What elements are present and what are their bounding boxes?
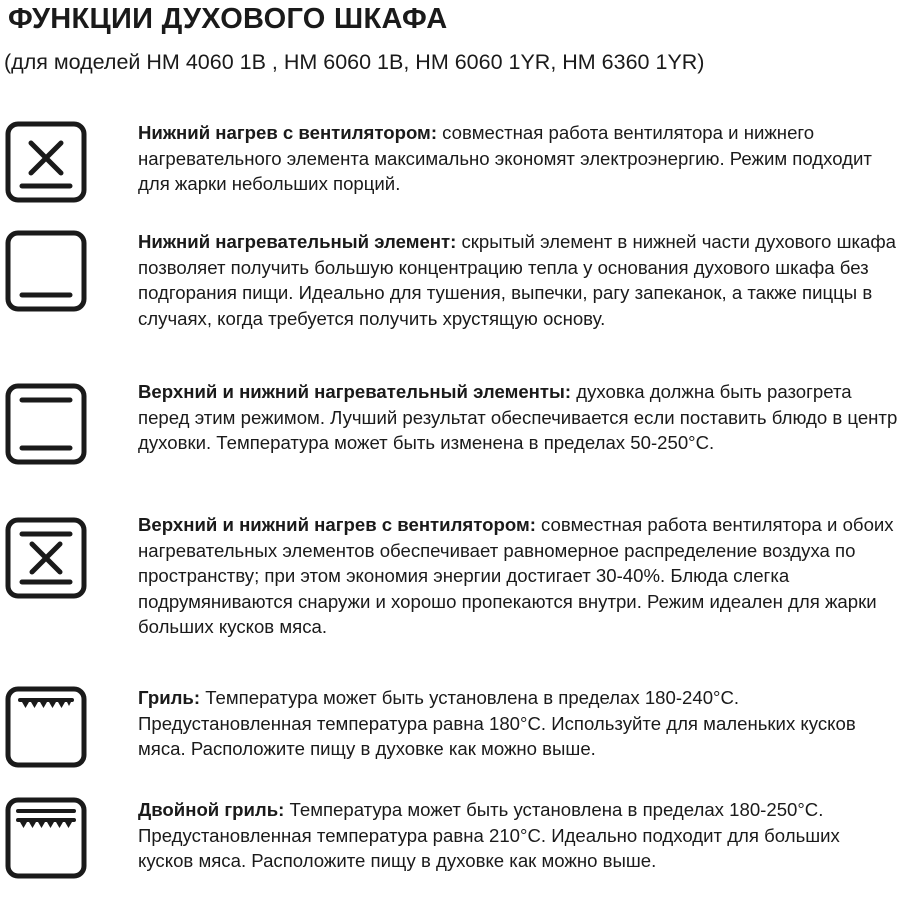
mode-name: Нижний нагревательный элемент: xyxy=(138,231,457,252)
double-grill-icon xyxy=(4,796,88,880)
bottom-heat-fan-icon xyxy=(4,120,88,204)
mode-name: Верхний и нижний нагревательный элементы: xyxy=(138,381,572,402)
mode-description xyxy=(138,512,898,640)
mode-name: Двойной гриль: xyxy=(138,799,285,820)
top-bottom-heat-icon xyxy=(4,382,88,466)
mode-name: Нижний нагрев с вентилятором: xyxy=(138,122,438,143)
mode-description xyxy=(138,229,898,331)
top-bottom-heat-fan-icon xyxy=(4,516,88,600)
mode-details: совместная работа вентилятора и обоих нагревательных элементов обеспечивает равномерное распределение воздуха по пространству; при этом экономия энергии достигает 30-40%. Блюда слегка подрумяниваются снаружи и хорошо пропекаются внутри. Режим идеален для жарки больших кусков мяса. xyxy=(138,514,894,637)
mode-description xyxy=(138,120,898,197)
page-subtitle: (для моделей HM 4060 1B , HM 6060 1B, HM 6060 1YR, HM 6360 1YR) xyxy=(4,50,705,74)
mode-name: Верхний и нижний нагрев с вентилятором: xyxy=(138,514,536,535)
mode-name: Гриль: xyxy=(138,687,201,708)
mode-description xyxy=(138,685,898,762)
page-title: ФУНКЦИИ ДУХОВОГО ШКАФА xyxy=(8,3,448,35)
mode-description xyxy=(138,379,898,456)
mode-details: скрытый элемент в нижней части духового шкафа позволяет получить большую концентрацию тепла у основания духового шкафа без подгорания пищи. Идеально для тушения, выпечки, рагу запеканок, а также пиццы в случаях, когда требуется получить хрустящую основу. xyxy=(138,231,897,329)
mode-details: Температура может быть установлена в пределах 180-240°C. Предустановленная температура равна 180°C. Используйте для маленьких кусков мяса. Расположите пищу в духовке как можно выше. xyxy=(138,687,856,759)
bottom-heat-icon xyxy=(4,229,88,313)
grill-icon xyxy=(4,685,88,769)
mode-details: Температура может быть установлена в пределах 180-250°C. Предустановленная температура равна 210°C. Идеально подходит для больших кусков мяса. Расположите пищу в духовке как можно выше. xyxy=(138,799,840,871)
mode-details: духовка должна быть разогрета перед этим режимом. Лучший результат обеспечивается если поставить блюдо в центр духовки. Температура может быть изменена в пределах 50-250°C. xyxy=(138,381,898,453)
mode-description xyxy=(138,797,898,874)
mode-details: совместная работа вентилятора и нижнего нагревательного элемента максимально экономят электроэнергию. Режим подходит для жарки небольших порций. xyxy=(138,122,872,194)
